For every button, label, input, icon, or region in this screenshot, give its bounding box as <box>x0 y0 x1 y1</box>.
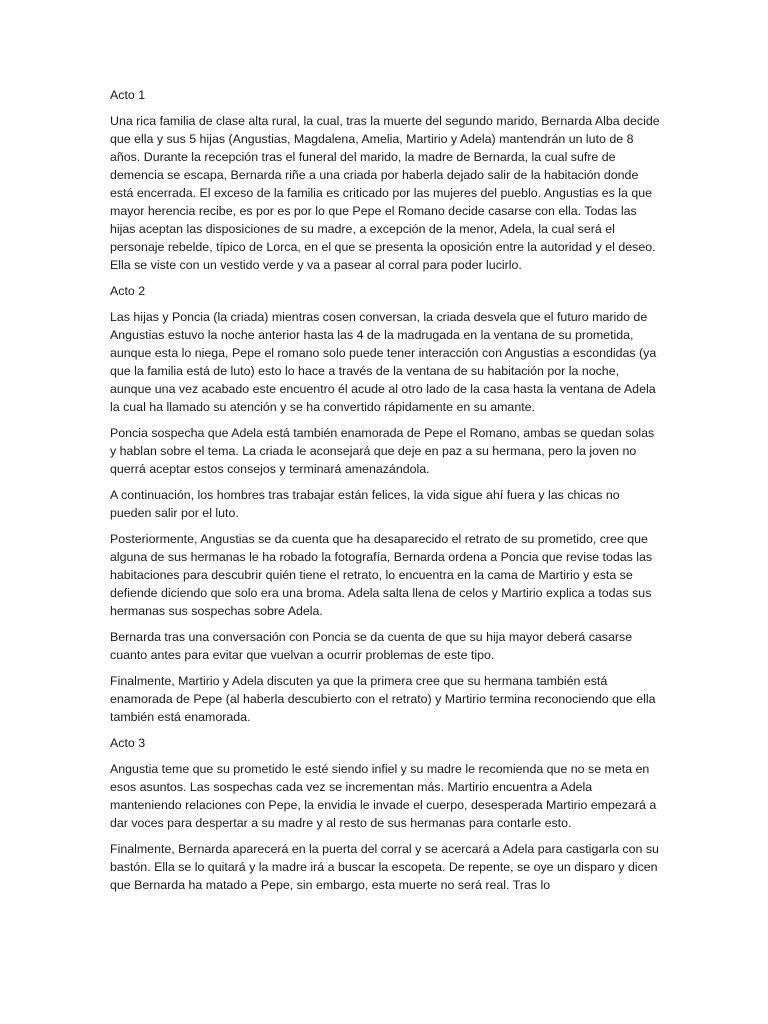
paragraph: Posteriormente, Angustias se da cuenta que ha desaparecido el retrato de su prometido, cree que alguna de sus hermanas le ha robado la fotografía, Bernarda ordena a Poncia que revise todas las habitaciones para descubrir quién tiene el retrato, lo encuentra en la cama de Martirio y esta se defiende diciendo que solo era una broma. Adela salta llena de celos y Martirio explica a todas sus hermanas sus sospechas sobre Adela. <box>110 532 653 618</box>
section-acto-3 <box>110 734 662 894</box>
paragraph: Una rica familia de clase alta rural, la cual, tras la muerte del segundo marido, Bernarda Alba decide que ella y sus 5 hijas (Angustias, Magdalena, Amelia, Martirio y Adela) mantendrán un luto de 8 años. Durante la recepción tras el funeral del marido, la madre de Bernarda, la cual sufre de demencia se escapa, Bernarda riñe a una criada por haberla dejado salir de la habitación donde está encerrada. El exceso de la familia es criticado por las mujeres del pueblo. Angustias es la que mayor herencia recibe, es por es por lo que Pepe el Romano decide casarse con ella. Todas las hijas aceptan las disposiciones de su madre, a excepción de la menor, Adela, la cual será el personaje rebelde, típico de Lorca, en el que se presenta la oposición entre la autoridad y el deseo. Ella se viste con un vestido verde y va a pasear al corral para poder lucirlo. <box>110 114 660 272</box>
paragraph: Bernarda tras una conversación con Poncia se da cuenta de que su hija mayor deberá casarse cuanto antes para evitar que vuelvan a ocurrir problemas de este tipo. <box>110 630 633 662</box>
section-heading: Acto 2 <box>110 284 146 298</box>
section-acto-2 <box>110 282 662 726</box>
paragraph: A continuación, los hombres tras trabajar están felices, la vida sigue ahí fuera y las chicas no pueden salir por el luto. <box>110 488 620 520</box>
document-page <box>110 86 662 902</box>
paragraph: Finalmente, Martirio y Adela discuten ya que la primera cree que su hermana también está enamorada de Pepe (al haberla descubierto con el retrato) y Martirio termina reconociendo que ella también está enamorada. <box>110 674 656 724</box>
section-heading: Acto 3 <box>110 736 146 750</box>
paragraph: Angustia teme que su prometido le esté siendo infiel y su madre le recomienda que no se meta en esos asuntos. Las sospechas cada vez se incrementan más. Martirio encuentra a Adela manteniendo relaciones con Pepe, la envidia le invade el cuerpo, desesperada Martirio empezará a dar voces para despertar a su madre y al resto de sus hermanas para contarle esto. <box>110 762 657 830</box>
paragraph: Poncia sospecha que Adela está también enamorada de Pepe el Romano, ambas se quedan solas y hablan sobre el tema. La criada le aconsejará que deje en paz a su hermana, pero la joven no querrá aceptar estos consejos y terminará amenazándola. <box>110 426 655 476</box>
paragraph: Las hijas y Poncia (la criada) mientras cosen conversan, la criada desvela que el futuro marido de Angustias estuvo la noche anterior hasta las 4 de la madrugada en la ventana de su prometida, aunque esta lo niega, Pepe el romano solo puede tener interacción con Angustias a escondidas (ya que la familia está de luto) esto lo hace a través de la ventana de su habitación por la noche, aunque una vez acabado este encuentro él acude al otro lado de la casa hasta la ventana de Adela la cual ha llamado su atención y se ha convertido rápidamente en su amante. <box>110 310 657 414</box>
paragraph: Finalmente, Bernarda aparecerá en la puerta del corral y se acercará a Adela para castigarla con su bastón. Ella se lo quitará y la madre irá a buscar la escopeta. De repente, se oye un disparo y dicen que Bernarda ha matado a Pepe, sin embargo, esta muerte no será real. Tras lo <box>110 842 659 892</box>
section-acto-1 <box>110 86 662 274</box>
section-heading: Acto 1 <box>110 88 146 102</box>
